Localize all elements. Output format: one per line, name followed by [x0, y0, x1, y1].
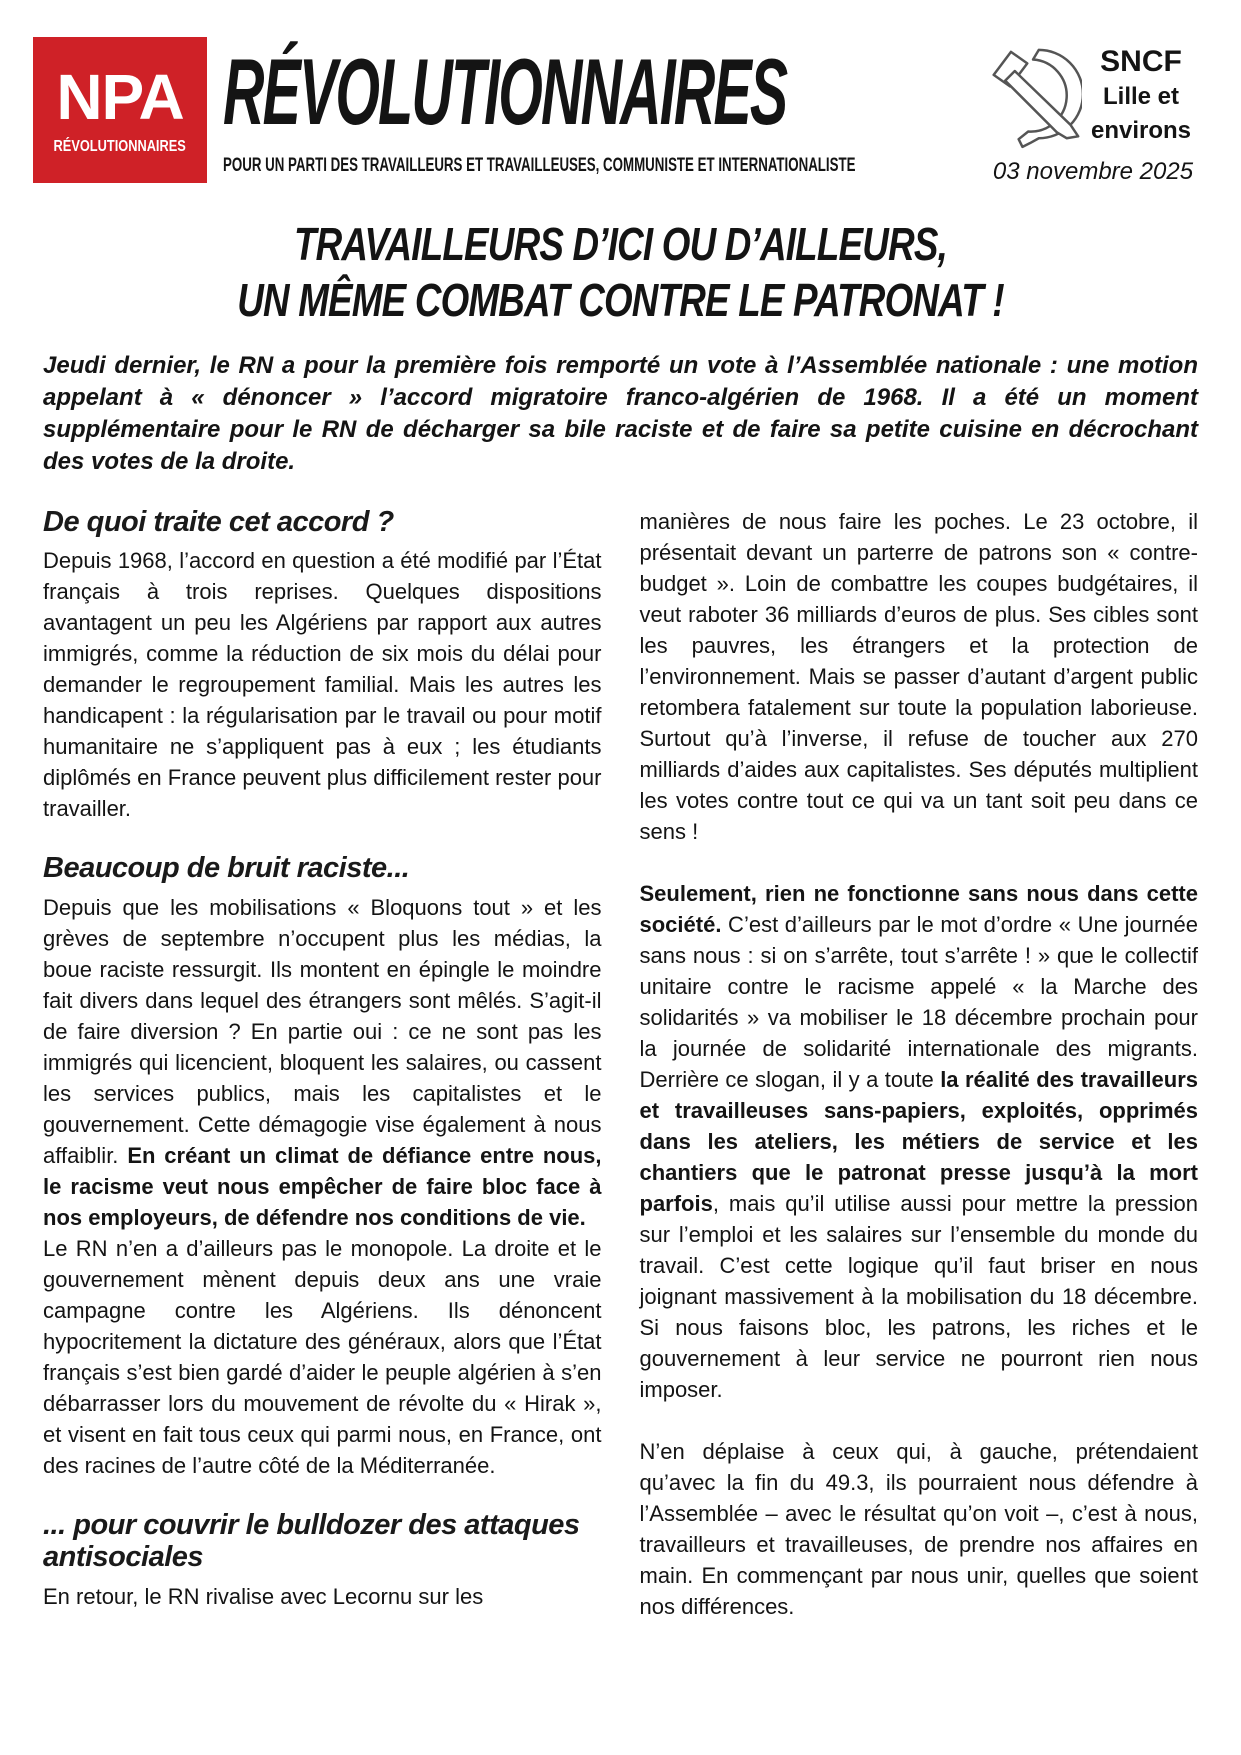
headline — [0, 216, 1241, 328]
masthead-subtitle: POUR UN PARTI DES TRAVAILLEURS ET TRAVAILLEUSES, COMMUNISTE ET INTERNATIONALISTE — [223, 155, 856, 176]
edition-line2: Lille et — [1102, 82, 1180, 110]
body-paragraph: manières de nous faire les poches. Le 23 octobre, il présentait devant un parterre de patrons son « contre-budget ». Loin de combattre les coupes budgétaires, il veut raboter 36 milliards d’euros de plus. Ses cibles sont les pauvres, les étrangers et la protection de l’environnement. Mais se passer d’autant d’argent public retombera fatalement sur toute la population laborieuse. Surtout qu’à l’inverse, il refuse de toucher aux 270 milliards d’aides aux capitalistes. Ses députés multiplient les votes contre tout ce qui va un tant soit peu dans ce sens ! — [639, 508, 1198, 844]
section-heading: De quoi traite cet accord ? — [43, 505, 394, 538]
npa-logo — [33, 37, 207, 183]
column-left — [43, 506, 602, 1622]
edition-line1: SNCF — [1100, 45, 1182, 78]
masthead — [223, 37, 974, 177]
masthead-title: RÉVOLUTIONNAIRES — [223, 39, 787, 144]
edition-block — [978, 37, 1208, 186]
npa-logo-text: NPA — [56, 60, 184, 133]
edition-date: 03 novembre 2025 — [992, 158, 1194, 185]
body-paragraph: En retour, le RN rivalise avec Lecornu sur les — [43, 1583, 484, 1609]
section-heading: ... pour couvrir le bulldozer des attaques antisociales — [43, 1508, 580, 1574]
body-paragraph: Depuis que les mobilisations « Bloquons tout » et les grèves de septembre n’occupent plus les médias, la boue raciste ressurgit. Ils montent en épingle le moindre fait divers dans lequel des étrangers sont mêlés. S’agit-il de faire diversion ? En partie oui : ce ne sont pas les immigrés qui licencient, bloquent les salaires, ou cassent les services publics, mais les capitalistes et le gouvernement. Cette démagogie vise également à nous affaiblir. En créant un climat de défiance entre nous, le racisme veut nous empêcher de faire bloc face à nos employeurs, de défendre nos conditions de vie. — [43, 894, 602, 1230]
column-right — [640, 506, 1199, 1622]
body-paragraph: Le RN n’en a d’ailleurs pas le monopole. La droite et le gouvernement mènent depuis deux ans une vraie campagne contre les Algériens. Ils dénoncent hypocritement la dictature des généraux, alors que l’État français s’est bien gardé d’aider le peuple algérien à s’en débarrasser lors du mouvement de révolte du « Hirak », et visent en fait tous ceux qui parmi nous, en France, ont des racines de l’autre côté de la Méditerranée. — [43, 1235, 602, 1478]
article-columns — [43, 506, 1198, 1622]
headline-line-1: TRAVAILLEURS D’ICI OU D’AILLEURS, — [293, 218, 948, 270]
body-paragraph: N’en déplaise à ceux qui, à gauche, prétendaient qu’avec la fin du 49.3, ils pourraient nous défendre à l’Assemblée – avec le résultat qu’on voit –, c’est à nous, travailleurs et travailleuses, de prendre nos affaires en main. En commençant par nous unir, quelles que soient nos différences. — [639, 1438, 1198, 1619]
edition-line3: environs — [1090, 117, 1192, 145]
masthead-header — [33, 37, 1208, 186]
headline-line-2: UN MÊME COMBAT CONTRE LE PATRONAT ! — [237, 274, 1004, 327]
edition-top — [986, 37, 1200, 154]
section-heading: Beaucoup de bruit raciste... — [43, 852, 410, 885]
hammer-and-sickle-icon — [986, 43, 1082, 154]
intro-paragraph: Jeudi dernier, le RN a pour la première fois remporté un vote à l’Assemblée nationale : une motion appelant à « dénoncer » l’accord migratoire franco-algérien de 1968. Il a été un moment supplémentaire pour le RN de décharger sa bile raciste et de faire sa petite cuisine en décrochant des votes de la droite. — [43, 352, 1198, 475]
body-paragraph: Depuis 1968, l’accord en question a été modifié par l’État français à trois reprises. Quelques dispositions avantagent un peu les Algériens par rapport aux autres immigrés, comme la réduction de six mois du délai pour demander le regroupement familial. Mais les autres les handicapent : la régularisation par le travail ou pour motif humanitaire ne s’appliquent pas à eux ; les étudiants diplômés en France peuvent plus difficilement rester pour travailler. — [43, 548, 602, 822]
npa-logo-subtext: RÉVOLUTIONNAIRES — [53, 137, 187, 155]
edition-title — [1082, 45, 1200, 149]
body-paragraph: Seulement, rien ne fonctionne sans nous dans cette société. C’est d’ailleurs par le mot d’ordre « Une journée sans nous : si on s’arrête, tout s’arrête ! » que le collectif unitaire contre le racisme appelé « la Marche des solidarités » va mobiliser le 18 décembre prochain pour la journée de solidarité internationale des migrants. Derrière ce slogan, il y a toute la réalité des travailleurs et travailleuses sans-papiers, exploités, opprimés dans les ateliers, les métiers de service et les chantiers que le patronat presse jusqu’à la mort parfois, mais qu’il utilise aussi pour mettre la pression sur l’emploi et les salaires sur l’ensemble du monde du travail. C’est cette logique qu’il faut briser en nous joignant massivement à la mobilisation du 18 décembre. Si nous faisons bloc, les patrons, les riches et le gouvernement à leur service ne pourront rien nous imposer. — [639, 880, 1198, 1402]
